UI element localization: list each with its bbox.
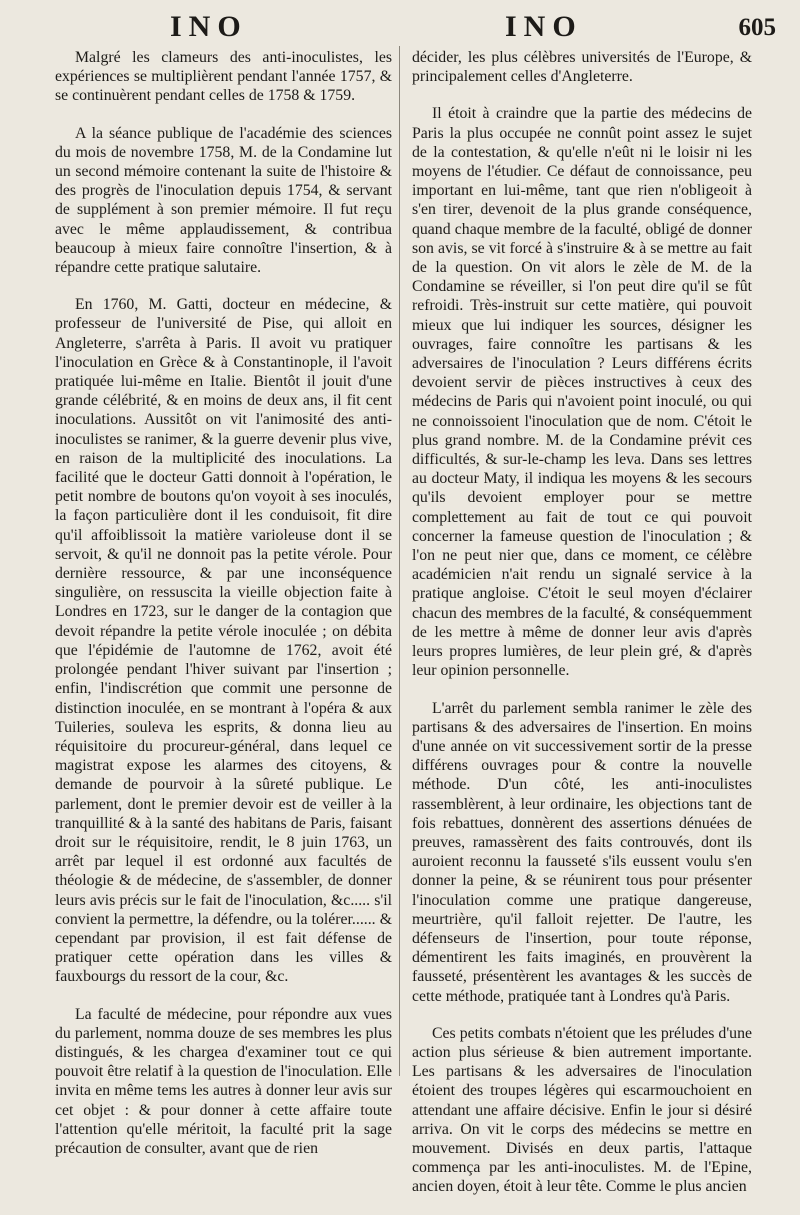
running-head-left: INO <box>170 10 248 43</box>
paragraph: L'arrêt du parlement sembla ranimer le zèle des partisans & des adversaires de l'insertion. En moins d'une année on vit successivement sortir de la presse différens ouvrages pour & contre la nouvelle méthode. D'un côté, les anti-inoculistes rassemblèrent, à leur ordinaire, les objections tant de fois rebattues, donnèrent des assertions dénuées de preuves, ramassèrent des faits controuvés, dont ils auroient reconnu la fausseté s'ils eussent voulu s'en donner la peine, & se réunirent tous pour présenter l'inoculation comme une pratique dangereuse, meurtrière, qu'il falloit rejetter. De l'autre, les défenseurs de l'insertion, pour toute réponse, démentirent les faits imaginés, en prouvèrent la fausseté, présentèrent les avantages & les succès de cette méthode, pratiquée tant à Londres qu'à Paris. <box>412 699 752 1005</box>
paragraph-continued: décider, les plus célèbres universités de l'Europe, & principalement celles d'Angleterre. <box>412 49 752 86</box>
paragraph: Malgré les clameurs des anti-inoculistes, les expériences se multiplièrent pendant l'année 1757, & se continuèrent pendant celles de 1758 & 1759. <box>55 49 392 105</box>
paragraph: La faculté de médecine, pour répondre aux vues du parlement, nomma douze de ses membres les plus distingués, & les chargea d'examiner tout ce qui pouvoit être relatif à la question de l'inoculation. Elle invita en même tems les autres à donner leur avis sur cet objet : & pour donner à cette affaire toute l'attention qu'elle méritoit, la faculté prit la sage précaution de consulter, avant que de rien <box>55 1005 392 1157</box>
paragraph: Ces petits combats n'étoient que les préludes d'une action plus sérieuse & bien autrement importante. Les partisans & les adversaires de l'inoculation étoient des troupes légères qui escarmouchoient en attendant une affaire décisive. Enfin le jour si désiré arriva. On vit le corps des médecins se mettre en mouvement. Divisés en deux partis, l'attaque commença par les anti-inoculistes. M. de l'Epine, ancien doyen, étoit à leur tête. Comme le plus ancien <box>412 1024 752 1196</box>
running-head-right: INO <box>505 10 583 43</box>
paragraph: A la séance publique de l'académie des sciences du mois de novembre 1758, M. de la Condamine lut un second mémoire contenant la suite de l'histoire & des progrès de l'inoculation depuis 1754, & servant de supplément à son premier mémoire. Il fut reçu avec le même applaudissement, & contribua beaucoup à mieux faire connoître l'insertion, & à répandre cette pratique salutaire. <box>55 124 392 277</box>
page-number: 605 <box>738 14 776 41</box>
paragraph: En 1760, M. Gatti, docteur en médecine, & professeur de l'université de Pise, qui alloit en Angleterre, s'arrêta à Paris. Il avoit vu pratiquer l'inoculation en Grèce & à Constantinople, il l'avoit pratiquée lui-même en Italie. Bientôt il jouit d'une grande célébrité, & en moins de deux ans, il fit cent inoculations. Aussitôt on vit l'animosité des anti-inoculistes se ranimer, & la guerre devenir plus vive, en raison de la multiplicité des inoculations. La facilité que le docteur Gatti donnoit à l'opération, le petit nombre de boutons qu'on voyoit à ses inoculés, la façon particulière dont il les conduisoit, fit dire qu'il affoiblissoit la matière varioleuse dont il se servoit, & qu'il ne donnoit pas la petite vérole. Pour dernière ressource, & par une inconséquence singulière, on ressuscita la vieille objection faite à Londres en 1723, sur le danger de la contagion que devoit répandre la petite vérole inoculée ; on débita que l'épidémie de l'automne de 1762, avoit été prolongée pendant l'hiver suivant par l'insertion ; enfin, l'indiscrétion que commit une personne de distinction inoculée, en se montrant à l'opéra & aux Tuileries, souleva les esprits, & donna lieu au réquisitoire du procureur-général, dans lequel ce magistrat expose les alarmes des citoyens, & demande de pourvoir à la sûreté publique. Le parlement, dont le premier devoir est de veiller à la tranquillité & à la santé des habitans de Paris, faisant droit sur le réquisitoire, rendit, le 8 juin 1763, un arrêt par lequel il est ordonné aux facultés de théologie & de médecine, de s'assembler, de donner leurs avis précis sur le fait de l'inoculation, &c..... s'il convient la permettre, la défendre, ou la tolérer...... & cependant par provision, il est fait défense de pratiquer cette opération dans les villes & fauxbourgs du ressort de la cour, &c. <box>55 296 392 986</box>
column-divider <box>399 46 400 1076</box>
paragraph: Il étoit à craindre que la partie des médecins de Paris la plus occupée ne connût point assez le sujet de la contestation, & qu'elle n'eût ni le loisir ni les moyens de l'étudier. Ce défaut de connoissance, peu important en lui-même, tant que rien n'obligeoit à s'en tirer, devenoit de la plus grande conséquence, quand chaque membre de la faculté, obligé de donner son avis, se vit forcé à s'instruire & à se mettre au fait de la question. On vit alors le zèle de M. de la Condamine se réveiller, si l'on peut dire qu'il se fût refroidi. Très-instruit sur cette matière, qui pouvoit mieux que lui indiquer les sources, désigner les ouvrages, faire connoître les partisans & les adversaires de l'inoculation ? Leurs différens écrits devoient servir de pièces instructives à ceux des médecins de Paris qui n'avoient point inoculé, ou qui ne connoissoient l'inoculation que de nom. C'étoit le plus grand nombre. M. de la Condamine prévit ces difficultés, & sur-le-champ les leva. Dans ses lettres au docteur Maty, il indiqua les moyens & les secours qu'ils devoient employer pour se mettre complettement au fait de tout ce qui pouvoit concerner la fameuse question de l'inoculation ; & l'on ne peut nier que, dans ce moment, ce célèbre académicien n'ait rendu un signalé service à la pratique angloise. C'étoit le seul moyen d'éclairer chacun des membres de la faculté, & conséquemment de les mettre à même de donner leur avis d'après leurs propres lumières, de leur plein gré, & d'après leur opinion personnelle. <box>412 105 752 680</box>
right-column <box>412 48 752 1215</box>
left-column <box>55 48 392 1176</box>
